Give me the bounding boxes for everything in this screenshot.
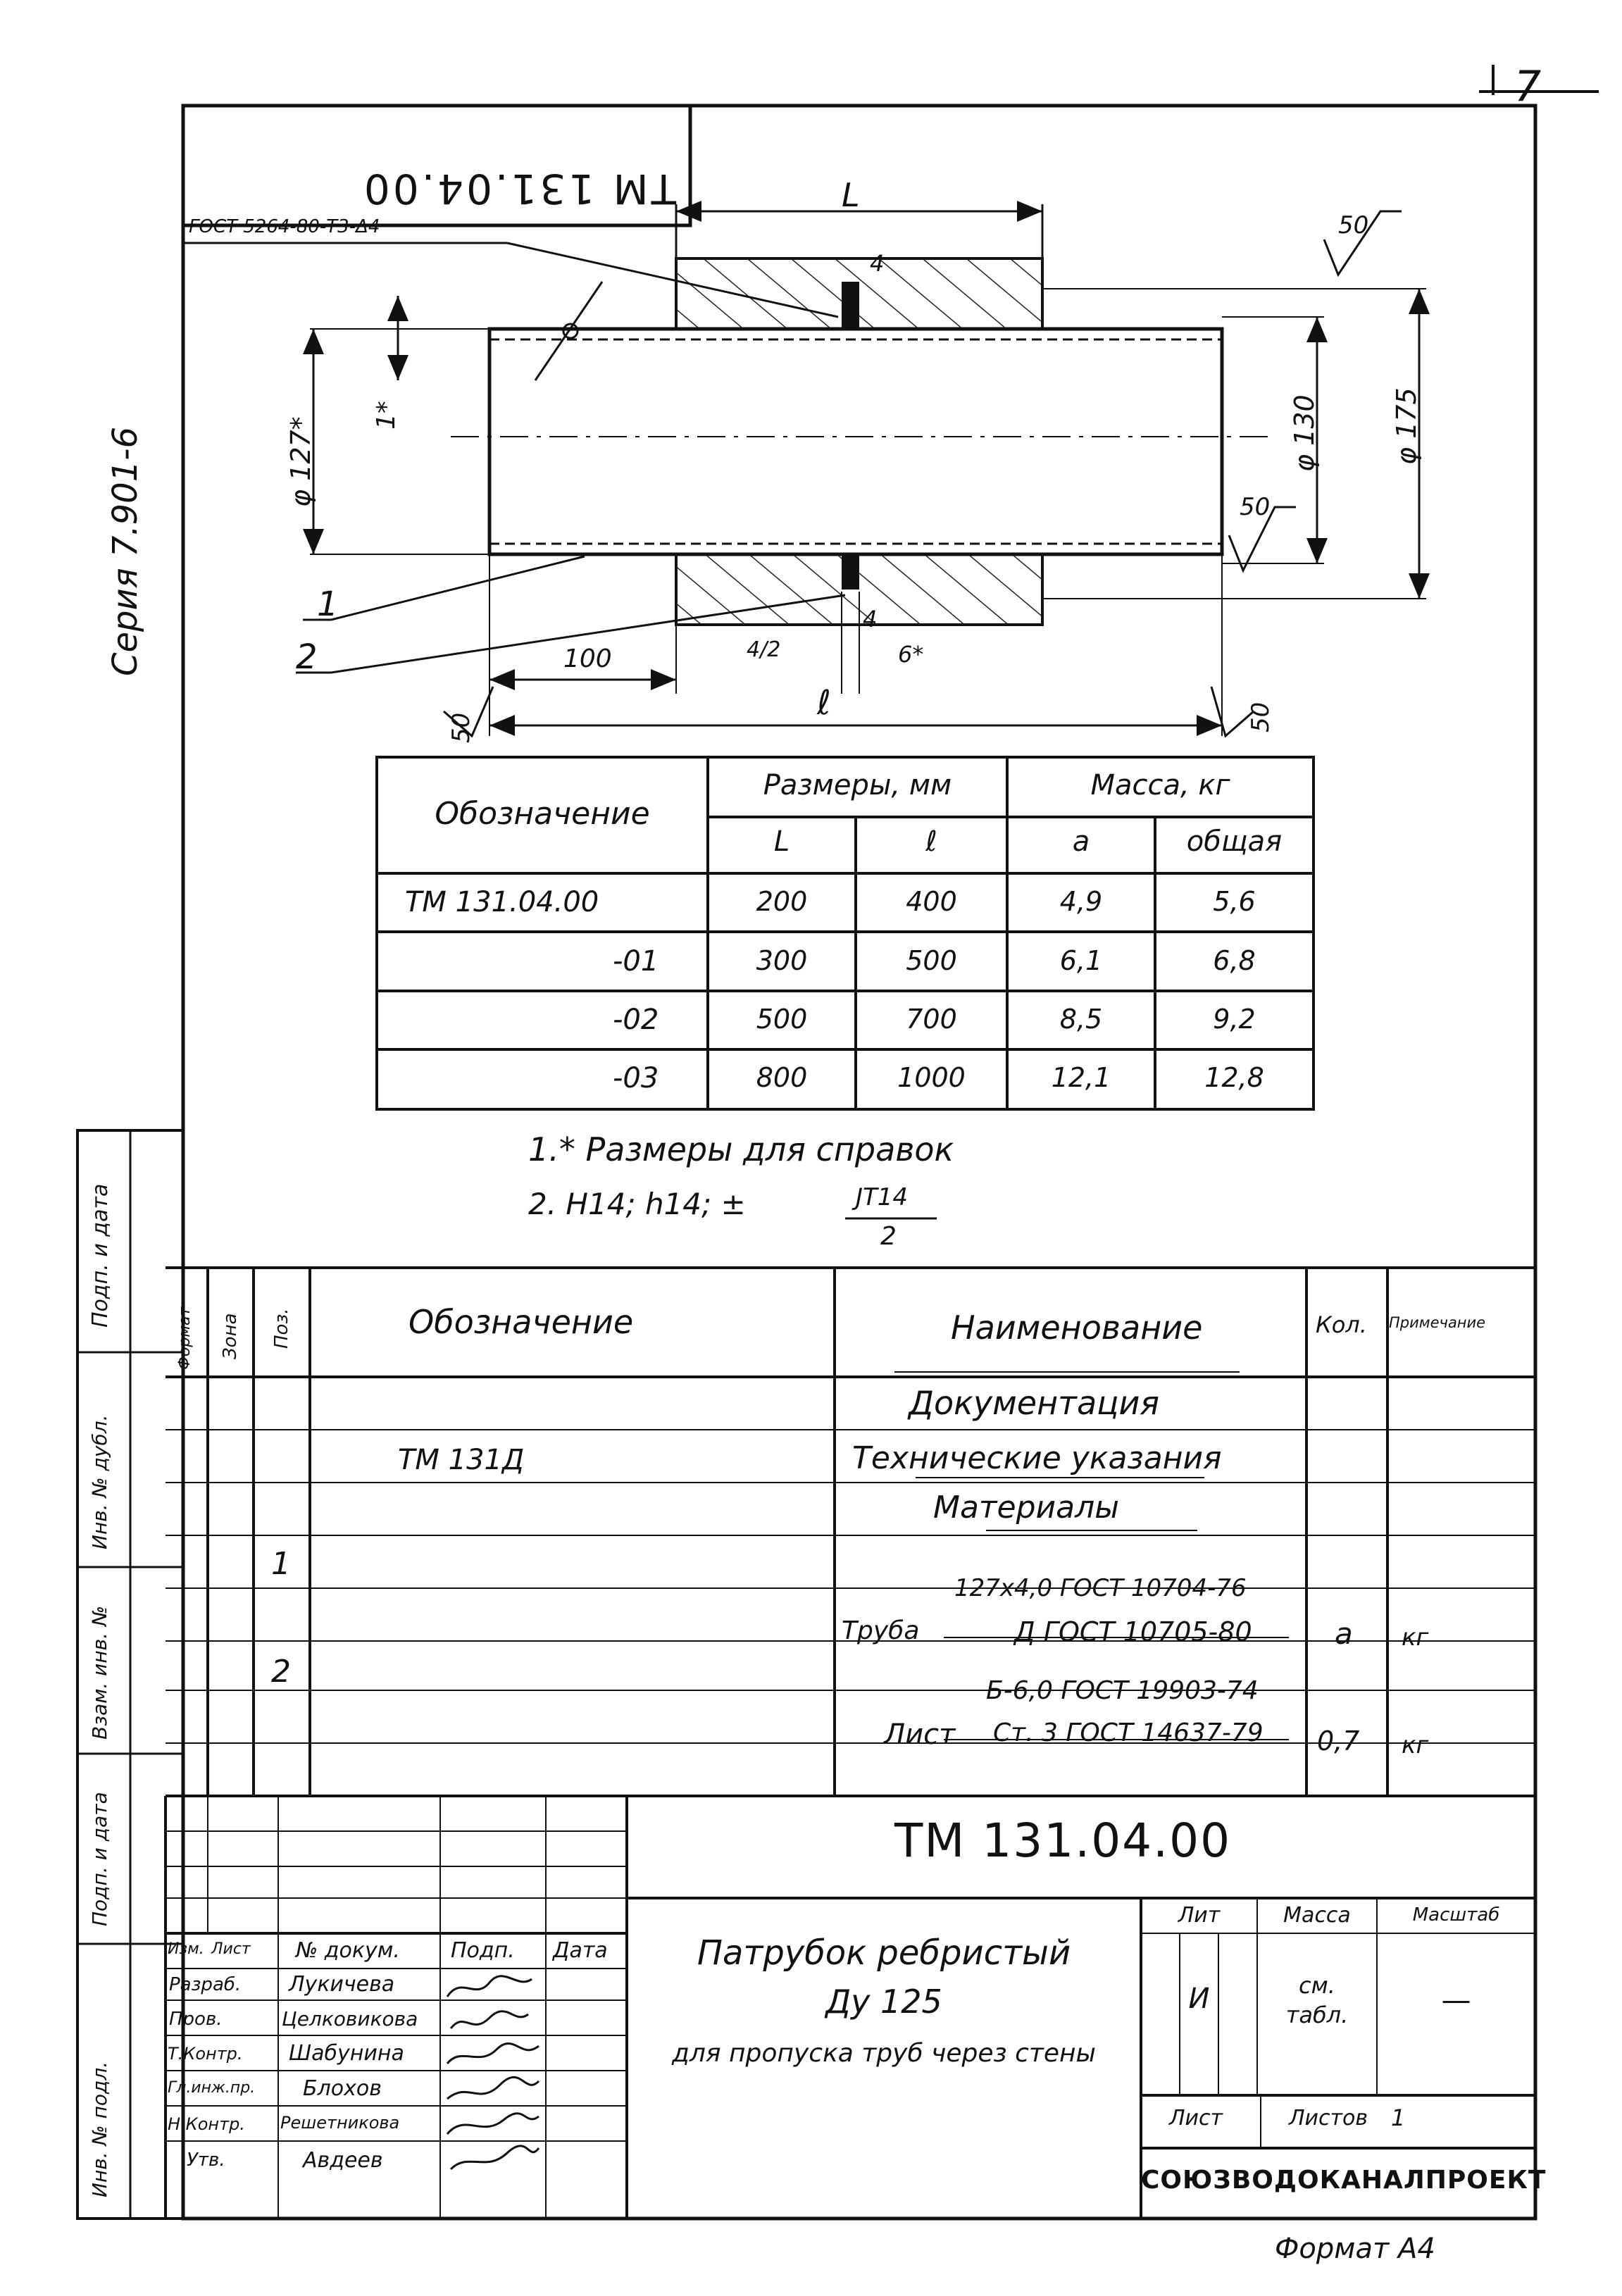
dt-cell-total: 5,6 bbox=[1213, 886, 1256, 917]
tb-name: Шабунина bbox=[289, 2041, 404, 2066]
spec-pipe-top: 127x4,0 ГОСТ 10704-76 bbox=[954, 1574, 1247, 1602]
dt-cell-L: 200 bbox=[756, 886, 808, 917]
pipe-body bbox=[489, 329, 1222, 554]
spec-sheet-top: Б-6,0 ГОСТ 19903-74 bbox=[986, 1676, 1259, 1705]
dim-d175: φ 175 bbox=[1391, 387, 1422, 465]
tb-h-podp: Подп. bbox=[451, 1938, 515, 1963]
title-line-2: Ду 125 bbox=[825, 1983, 942, 2021]
margin-inv-dubl: Инв. № дубл. bbox=[88, 1414, 111, 1549]
tb-role: Т.Контр. bbox=[168, 2044, 243, 2064]
title-code: ТМ 131.04.00 bbox=[894, 1814, 1232, 1868]
organization: СОЮЗВОДОКАНАЛПРОЕКТ bbox=[1141, 2166, 1547, 2195]
dt-cell-L: 500 bbox=[756, 1004, 808, 1035]
note-1: 1.* Размеры для справок bbox=[528, 1130, 954, 1168]
dt-cell-l: 500 bbox=[906, 945, 957, 976]
note-2-den: 2 bbox=[880, 1222, 897, 1251]
dt-h-sizes: Размеры, мм bbox=[763, 769, 952, 801]
tb-name: Решетникова bbox=[280, 2113, 400, 2133]
spec-sheet-bottom: Ст. 3 ГОСТ 14637-79 bbox=[993, 1718, 1264, 1747]
dt-cell-total: 6,8 bbox=[1213, 945, 1256, 976]
spec-sheet-word: Лист bbox=[884, 1718, 956, 1751]
spec-h-name: Наименование bbox=[951, 1309, 1203, 1347]
spec-h-format: Формат bbox=[176, 1306, 194, 1370]
dim-rib-top: 4 bbox=[870, 250, 885, 277]
dim-half: 4/2 bbox=[747, 637, 781, 662]
spec-pipe-word: Труба bbox=[842, 1616, 920, 1645]
dt-cell-L: 800 bbox=[756, 1062, 808, 1093]
title-line-3: для пропуска труб через стены bbox=[672, 2039, 1096, 2068]
tb-scale-val: — bbox=[1441, 1983, 1471, 2017]
tb-name: Авдеев bbox=[303, 2148, 383, 2173]
dt-cell-L: 300 bbox=[756, 945, 808, 976]
margin-vzam-inv: Взам. инв. № bbox=[88, 1605, 111, 1740]
rough-right: 50 bbox=[1247, 701, 1275, 732]
dim-thickness: 1* bbox=[372, 401, 401, 430]
dt-cell-total: 12,8 bbox=[1204, 1062, 1264, 1093]
dim-100: 100 bbox=[563, 644, 612, 673]
tb-h-sheets: Листов bbox=[1289, 2106, 1368, 2130]
tb-name: Лукичева bbox=[289, 1972, 395, 1997]
margin-podp-data-2: Подп. и дата bbox=[88, 1792, 111, 1926]
rough-top: 50 bbox=[1338, 211, 1369, 239]
tb-h-list: Лист bbox=[211, 1940, 251, 1958]
note-2: 2. H14; h14; ± bbox=[528, 1187, 746, 1221]
tb-lit-val: И bbox=[1188, 1983, 1210, 2015]
tb-h-izm: Изм. bbox=[168, 1940, 204, 1958]
dt-h-L: L bbox=[773, 825, 790, 858]
tb-h-massa: Масса bbox=[1283, 1903, 1351, 1928]
dt-h-a: a bbox=[1072, 825, 1090, 858]
spec-doc-code: ТМ 131Д bbox=[398, 1444, 525, 1476]
dt-cell-l: 400 bbox=[906, 886, 957, 917]
tb-name: Целковикова bbox=[282, 2007, 418, 2030]
tb-h-data: Дата bbox=[553, 1938, 608, 1963]
callout-2: 2 bbox=[296, 637, 318, 677]
spec-section-documentation: Документация bbox=[909, 1384, 1160, 1422]
tb-h-sheet: Лист bbox=[1169, 2106, 1223, 2130]
dt-row-designation: -02 bbox=[613, 1004, 659, 1036]
margin-podp-data: Подп. и дата bbox=[88, 1183, 113, 1328]
dim-L-label: L bbox=[842, 176, 860, 214]
page-number: 7 bbox=[1514, 62, 1542, 111]
dt-h-designation: Обозначение bbox=[435, 796, 650, 832]
tb-sheets-val: 1 bbox=[1391, 2104, 1406, 2131]
spec-h-note: Примечание bbox=[1389, 1314, 1486, 1331]
dt-row-designation: -03 bbox=[613, 1062, 659, 1094]
spec-h-designation: Обозначение bbox=[408, 1303, 634, 1341]
spec-h-qty: Кол. bbox=[1316, 1311, 1367, 1338]
tb-h-masshtab: Масштаб bbox=[1412, 1904, 1500, 1926]
tb-h-ndok: № докум. bbox=[296, 1938, 400, 1963]
note-2-num: JT14 bbox=[856, 1183, 909, 1211]
title-line-1: Патрубок ребристый bbox=[697, 1933, 1071, 1973]
spec-pipe-unit: кг bbox=[1402, 1623, 1429, 1652]
series-label: Серия 7.901-6 bbox=[106, 426, 145, 676]
spec-doc-name: Технические указания bbox=[852, 1440, 1222, 1476]
spec-pos-1: 1 bbox=[271, 1546, 291, 1582]
tb-role: Н.Контр. bbox=[168, 2114, 245, 2134]
dt-h-l: ℓ bbox=[925, 825, 937, 858]
dim-d130: φ 130 bbox=[1289, 394, 1320, 472]
dt-h-total: общая bbox=[1186, 825, 1283, 858]
dt-cell-total: 9,2 bbox=[1213, 1004, 1256, 1035]
dt-row-designation: ТМ 131.04.00 bbox=[405, 886, 599, 918]
dt-cell-a: 4,9 bbox=[1059, 886, 1103, 917]
rough-mid: 50 bbox=[1240, 493, 1271, 521]
dt-cell-l: 700 bbox=[906, 1004, 957, 1035]
dt-row-designation: -01 bbox=[613, 945, 659, 978]
callout-1: 1 bbox=[317, 585, 339, 624]
spec-sheet-unit: кг bbox=[1402, 1731, 1429, 1759]
spec-h-zone: Зона bbox=[220, 1313, 241, 1359]
tb-name: Блохов bbox=[303, 2076, 382, 2101]
signatures bbox=[440, 1969, 546, 2180]
dt-cell-a: 8,5 bbox=[1059, 1004, 1103, 1035]
dim-l-label: ℓ bbox=[817, 683, 831, 723]
tb-role: Разраб. bbox=[169, 1974, 242, 1995]
tb-mass-val1: см. bbox=[1299, 1972, 1335, 1999]
spec-section-materials: Материалы bbox=[933, 1490, 1119, 1526]
weld-note: ГОСТ 5264-80-Т3-Δ4 bbox=[189, 216, 380, 237]
dim-rib-bottom: 4 bbox=[863, 606, 878, 632]
format-label: Формат А4 bbox=[1275, 2233, 1435, 2265]
spec-pipe-bottom: Д ГОСТ 10705-80 bbox=[1014, 1616, 1252, 1647]
dim-6: 6* bbox=[898, 641, 924, 668]
tb-role: Гл.инж.пр. bbox=[168, 2079, 256, 2097]
tb-role: Пров. bbox=[169, 2009, 223, 2030]
tb-mass-val2: табл. bbox=[1285, 2002, 1349, 2028]
dt-h-mass: Масса, кг bbox=[1090, 769, 1230, 801]
dt-cell-a: 6,1 bbox=[1059, 945, 1103, 976]
spec-pipe-qty: a bbox=[1335, 1616, 1353, 1651]
dt-cell-l: 1000 bbox=[897, 1062, 966, 1093]
doc-code-top: ТМ 131.04.00 bbox=[361, 165, 676, 213]
spec-h-pos: Поз. bbox=[271, 1308, 292, 1349]
tb-h-lit: Лит bbox=[1178, 1903, 1221, 1928]
margin-inv-podl: Инв. № подл. bbox=[88, 2061, 111, 2197]
rough-left: 50 bbox=[447, 712, 475, 743]
spec-pos-2: 2 bbox=[271, 1654, 291, 1690]
spec-table-grid bbox=[166, 1268, 1535, 1796]
spec-sheet-qty: 0,7 bbox=[1317, 1726, 1360, 1757]
dim-d127: φ 127* bbox=[285, 416, 316, 507]
dt-cell-a: 12,1 bbox=[1051, 1062, 1111, 1093]
tb-role: Утв. bbox=[187, 2150, 225, 2171]
